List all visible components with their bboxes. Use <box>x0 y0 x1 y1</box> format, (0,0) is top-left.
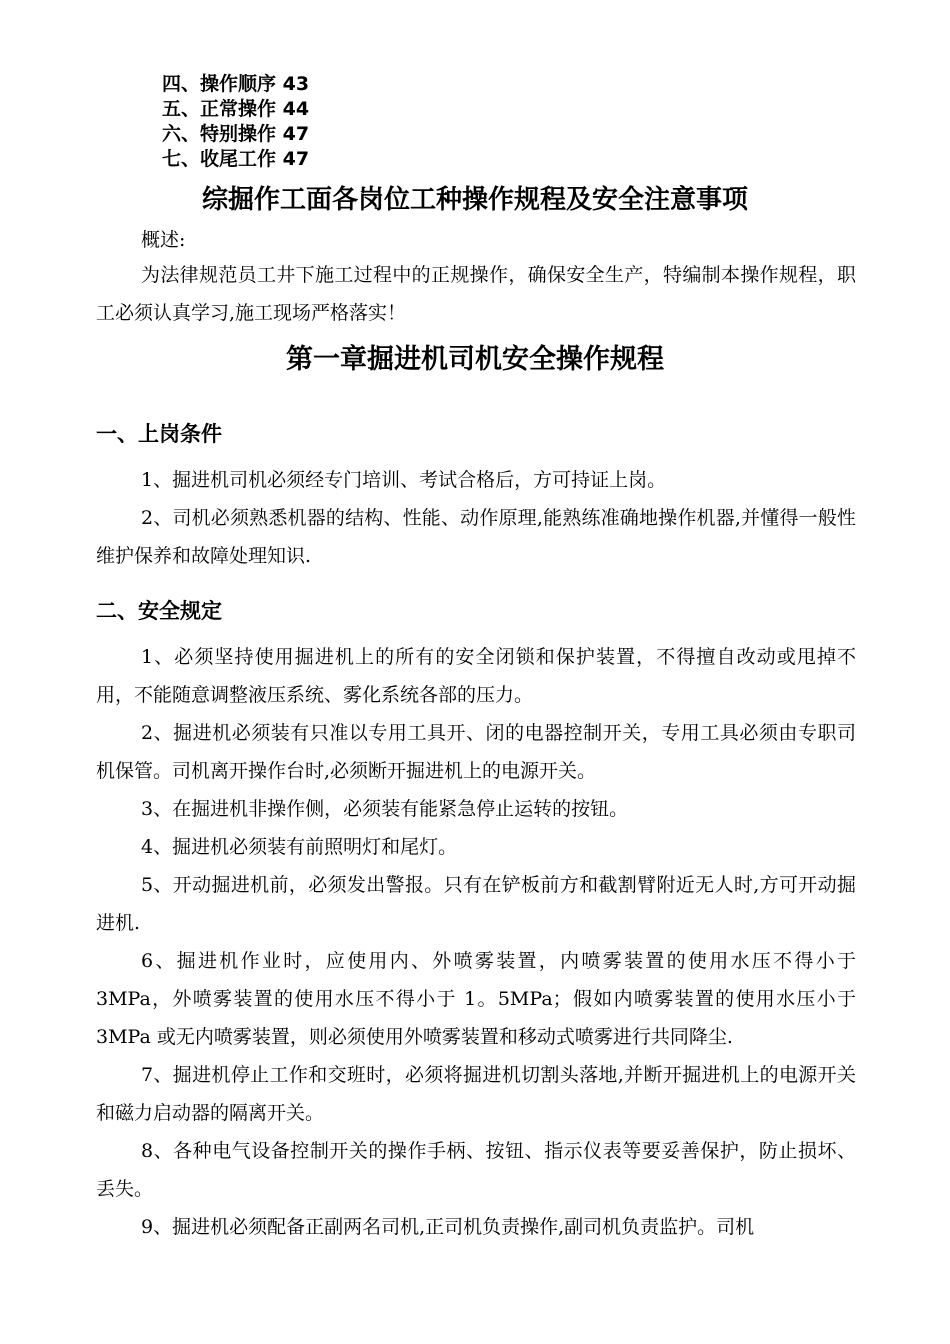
table-of-contents <box>162 72 309 172</box>
chapter-title: 第一章掘进机司机安全操作规程 <box>286 344 664 375</box>
list-item: 4、掘进机必须装有前照明灯和尾灯。 <box>141 836 458 858</box>
section-safety-rules-body <box>96 638 856 1246</box>
document-title: 综掘作工面各岗位工种操作规程及安全注意事项 <box>201 185 748 215</box>
section-heading-qualification: 一、上岗条件 <box>96 422 222 446</box>
list-item: 3、在掘进机非操作侧，必须装有能紧急停止运转的按钮。 <box>141 798 629 820</box>
toc-item: 四、操作顺序 43 <box>162 73 310 95</box>
section-heading-safety-rules: 二、安全规定 <box>96 599 222 623</box>
list-item: 1、必须坚持使用掘进机上的所有的安全闭锁和保护装置，不得擅自改动或甩掉不用，不能随意调整液压系统、雾化系统各部的压力。 <box>96 646 856 706</box>
list-item: 7、掘进机停止工作和交班时，必须将掘进机切割头落地,并断开掘进机上的电源开关和磁力启动器的隔离开关。 <box>96 1064 856 1124</box>
overview-block <box>96 256 856 332</box>
list-item: 2、司机必须熟悉机器的结构、性能、动作原理,能熟练准确地操作机器,并懂得一般性维护保养和故障处理知识. <box>96 507 856 567</box>
toc-item: 六、特别操作 47 <box>162 123 310 145</box>
list-item: 9、掘进机必须配备正副两名司机,正司机负责操作,副司机负责监护。司机 <box>141 1216 755 1238</box>
toc-item: 五、正常操作 44 <box>162 98 310 120</box>
list-item: 2、掘进机必须装有只准以专用工具开、闭的电器控制开关，专用工具必须由专职司机保管。司机离开操作台时,必须断开掘进机上的电源开关。 <box>96 722 856 782</box>
overview-label: 概述: <box>141 229 186 251</box>
list-item: 8、各种电气设备控制开关的操作手柄、按钮、指示仪表等要妥善保护，防止损坏、丢失。 <box>96 1140 856 1200</box>
list-item: 5、开动掘进机前，必须发出警报。只有在铲板前方和截割臂附近无人时,方可开动掘进机. <box>96 874 856 934</box>
overview-paragraph: 为法律规范员工井下施工过程中的正规操作，确保安全生产，特编制本操作规程，职工必须认真学习,施工现场严格落实！ <box>96 264 856 324</box>
toc-item: 七、收尾工作 47 <box>162 148 310 170</box>
section-qualification-body <box>96 461 856 575</box>
list-item: 1、掘进机司机必须经专门培训、考试合格后，方可持证上岗。 <box>141 469 667 491</box>
list-item: 6、掘进机作业时，应使用内、外喷雾装置，内喷雾装置的使用水压不得小于 3MPa，外喷雾装置的使用水压不得小于 1。5MPa；假如内喷雾装置的使用水压小于 3MPa 或无内喷雾装置，则必须使用外喷雾装置和移动式喷雾进行共同降尘. <box>96 950 856 1048</box>
